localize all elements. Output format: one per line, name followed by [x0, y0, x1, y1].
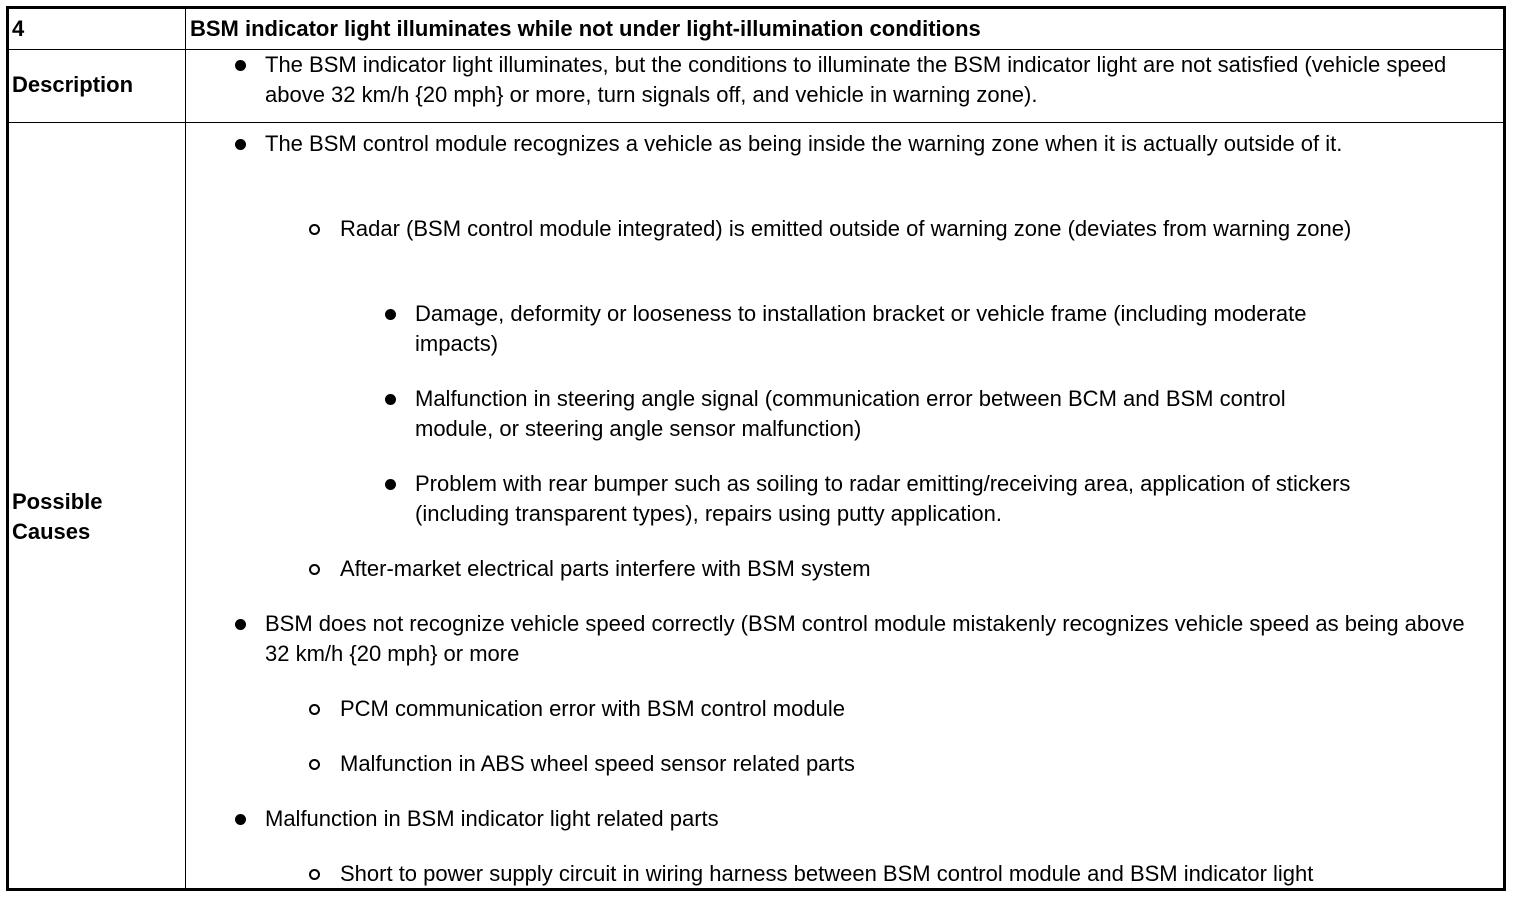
header-row — [9, 9, 1503, 50]
cause-subsubitem — [415, 469, 1355, 529]
possible-causes-label — [12, 487, 182, 547]
column-divider — [185, 123, 186, 888]
bullet-icon — [235, 60, 246, 71]
cause-subsubitem — [415, 299, 1355, 359]
hollow-bullet-icon — [309, 869, 320, 880]
cause-subitem — [340, 554, 1490, 584]
hollow-bullet-icon — [309, 704, 320, 715]
possible-causes-label-line1: Possible — [12, 489, 103, 514]
cause-text: PCM communication error with BSM control module — [340, 696, 845, 721]
bullet-icon — [235, 814, 246, 825]
cause-item — [265, 804, 1485, 834]
possible-causes-label-line2: Causes — [12, 519, 91, 544]
cause-text: After-market electrical parts interfere with BSM system — [340, 556, 871, 581]
cause-subitem — [340, 694, 1490, 724]
cause-text: Radar (BSM control module integrated) is emitted outside of warning zone (deviates from warning zone) — [340, 216, 1352, 241]
bullet-icon — [235, 139, 246, 150]
symptom-title: BSM indicator light illuminates while not under light-illumination conditions — [190, 16, 981, 41]
troubleshooting-table — [6, 6, 1506, 891]
cause-text: Damage, deformity or looseness to installation bracket or vehicle frame (including moderate impacts) — [415, 301, 1307, 356]
column-divider — [185, 50, 186, 122]
description-label: Description — [12, 72, 134, 97]
cause-text: BSM does not recognize vehicle speed correctly (BSM control module mistakenly recognizes vehicle speed as being above 32 km/h {20 mph} or more — [265, 611, 1465, 666]
cause-item — [265, 129, 1485, 159]
cause-text: The BSM control module recognizes a vehicle as being inside the warning zone when it is actually outside of it. — [265, 131, 1343, 156]
description-text: The BSM indicator light illuminates, but the conditions to illuminate the BSM indicator light are not satisfied (vehicle speed above 32 km/h {20 mph} or more, turn signals off, and vehicle in warning zone). — [265, 52, 1447, 107]
cause-subitem — [340, 859, 1490, 889]
hollow-bullet-icon — [309, 224, 320, 235]
cause-text: Malfunction in BSM indicator light related parts — [265, 806, 719, 831]
cause-text: Problem with rear bumper such as soiling to radar emitting/receiving area, application of stickers (including transparent types), repairs using putty application. — [415, 471, 1351, 526]
cause-subsubitem — [415, 384, 1355, 444]
bullet-icon — [385, 394, 396, 405]
bullet-icon — [385, 479, 396, 490]
description-item — [265, 50, 1485, 110]
cause-text: Short to power supply circuit in wiring harness between BSM control module and BSM indicator light — [340, 861, 1314, 886]
cause-text: Malfunction in ABS wheel speed sensor related parts — [340, 751, 855, 776]
step-number: 4 — [12, 16, 25, 41]
bullet-icon — [385, 309, 396, 320]
hollow-bullet-icon — [309, 564, 320, 575]
description-row — [9, 50, 1503, 123]
column-divider — [185, 9, 186, 49]
cause-subitem — [340, 749, 1490, 779]
cause-subitem — [340, 214, 1490, 244]
hollow-bullet-icon — [309, 759, 320, 770]
bullet-icon — [235, 619, 246, 630]
possible-causes-row — [9, 123, 1503, 888]
cause-text: Malfunction in steering angle signal (communication error between BCM and BSM control module, or steering angle sensor malfunction) — [415, 386, 1286, 441]
cause-item — [265, 609, 1485, 669]
